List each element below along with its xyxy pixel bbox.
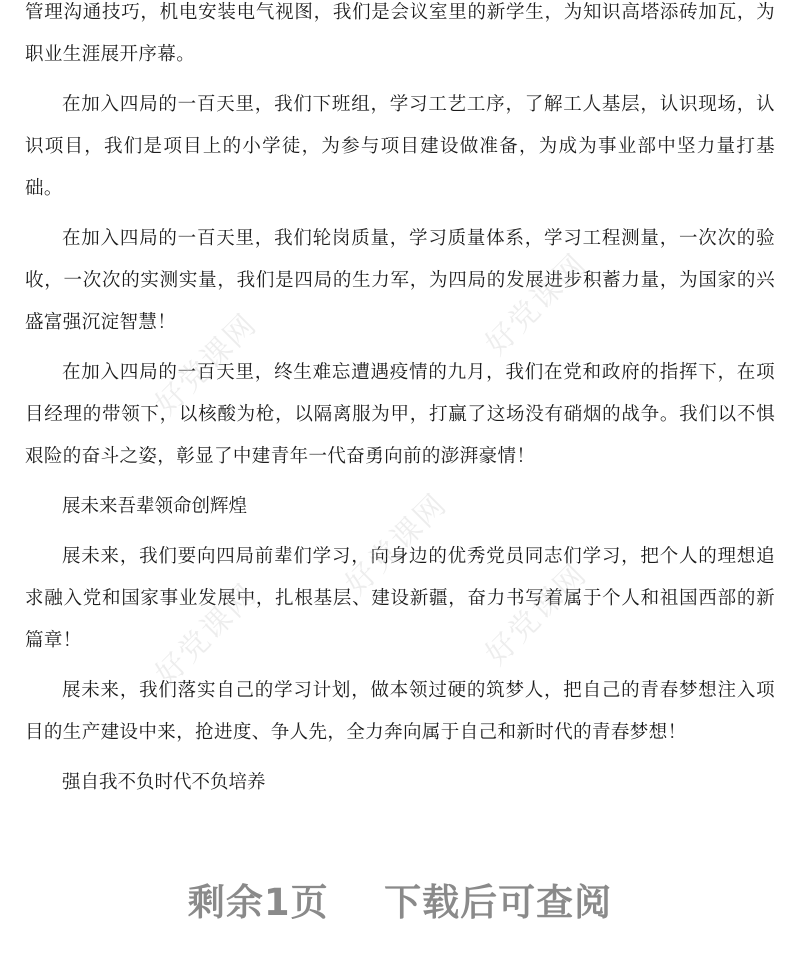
watermark: 好党课网 [478,246,595,363]
download-prompt-banner[interactable]: 剩余1页 下载后可查阅 [187,881,613,924]
paragraph: 管理沟通技巧，机电安装电气视图，我们是会议室里的新学生，为知识高塔添砖加瓦，为职业生涯展开序幕。 [25,2,775,65]
watermark: 好党课网 [478,556,595,673]
paragraph: 在加入四局的一百天里，终生难忘遭遇疫情的九月，我们在党和政府的指挥下，在项目经理的带领下，以核酸为枪，以隔离服为甲，打赢了这场没有硝烟的战争。我们以不惧艰险的奋斗之姿，彰显了中建青年一代奋勇向前的澎湃豪情！ [25,362,775,467]
document-body [25,0,775,812]
watermark: 好党课网 [148,576,265,693]
section-heading: 强自我不负时代不负培养 [62,772,266,793]
watermark: 好党课网 [148,306,265,423]
paragraph: 在加入四局的一百天里，我们下班组，学习工艺工序，了解工人基层，认识现场，认识项目，我们是项目上的小学徒，为参与项目建设做准备，为成为事业部中坚力量打基础。 [25,94,775,199]
paragraph: 在加入四局的一百天里，我们轮岗质量，学习质量体系，学习工程测量，一次次的验收，一次次的实测实量，我们是四局的生力军，为四局的发展进步积蓄力量，为国家的兴盛富强沉淀智慧！ [25,228,775,333]
watermark: 好党课网 [338,486,455,603]
section-heading: 展未来吾辈领命创辉煌 [62,496,248,517]
paragraph: 展未来，我们要向四局前辈们学习，向身边的优秀党员同志们学习，把个人的理想追求融入党和国家事业发展中，扎根基层、建设新疆，奋力书写着属于个人和祖国西部的新篇章！ [25,546,775,651]
paragraph: 展未来，我们落实自己的学习计划，做本领过硬的筑梦人，把自己的青春梦想注入项目的生产建设中来，抢进度、争人先，全力奔向属于自己和新时代的青春梦想！ [25,680,775,743]
